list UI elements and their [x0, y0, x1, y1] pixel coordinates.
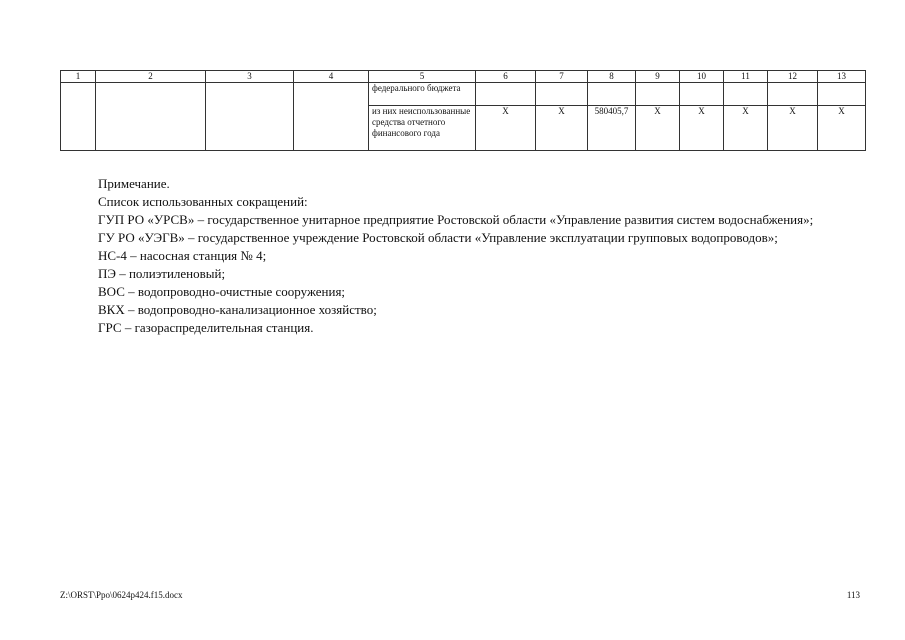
abbreviation-item: ГУ РО «УЭГВ» – государственное учреждение Ростовской области «Управление эксплуатации групповых водопроводов»;	[98, 230, 778, 245]
header-cell: 3	[206, 71, 294, 83]
header-cell: 6	[476, 71, 536, 83]
table-cell: X	[536, 106, 588, 151]
table-cell	[818, 83, 866, 106]
notes-section	[60, 175, 858, 337]
row-description: из них неиспользованные средства отчетного финансового года	[369, 106, 476, 151]
abbreviation-list-title: Список использованных сокращений:	[98, 194, 308, 209]
abbreviation-item: ВОС – водопроводно-очистные сооружения;	[98, 284, 346, 299]
page-number: 113	[846, 590, 860, 600]
table-cell: X	[818, 106, 866, 151]
data-table	[60, 70, 866, 151]
header-cell: 13	[818, 71, 866, 83]
abbreviation-item: ГУП РО «УРСВ» – государственное унитарное предприятие Ростовской области «Управление развития систем водоснабжения»;	[98, 212, 814, 227]
header-cell: 11	[724, 71, 768, 83]
header-cell: 1	[61, 71, 96, 83]
row-description: федерального бюджета	[369, 83, 476, 106]
table-cell	[96, 83, 206, 151]
abbreviation-item: ПЭ – полиэтиленовый;	[98, 266, 226, 281]
note-heading: Примечание.	[98, 176, 170, 191]
header-cell: 7	[536, 71, 588, 83]
header-cell: 4	[294, 71, 369, 83]
table-cell: X	[680, 106, 724, 151]
abbreviation-item: ВКХ – водопроводно-канализационное хозяйство;	[98, 302, 377, 317]
header-cell: 8	[588, 71, 636, 83]
header-cell: 2	[96, 71, 206, 83]
table-cell	[294, 83, 369, 151]
table-row	[61, 83, 866, 106]
table-cell	[536, 83, 588, 106]
table-cell	[476, 83, 536, 106]
table-cell: 580405,7	[588, 106, 636, 151]
table-header-row	[61, 71, 866, 83]
table-cell: X	[476, 106, 536, 151]
table-cell	[588, 83, 636, 106]
table-cell: X	[768, 106, 818, 151]
abbreviation-item: ГРС – газораспределительная станция.	[98, 320, 314, 335]
file-path-footer: Z:\ORST\Ppo\0624p424.f15.docx	[60, 590, 183, 600]
table-cell	[636, 83, 680, 106]
table-cell	[206, 83, 294, 151]
table-cell: X	[724, 106, 768, 151]
table-cell	[61, 83, 96, 151]
header-cell: 12	[768, 71, 818, 83]
header-cell: 9	[636, 71, 680, 83]
table-cell: X	[636, 106, 680, 151]
table-cell	[724, 83, 768, 106]
abbreviation-item: НС-4 – насосная станция № 4;	[98, 248, 267, 263]
header-cell: 10	[680, 71, 724, 83]
header-cell: 5	[369, 71, 476, 83]
table-cell	[680, 83, 724, 106]
table-cell	[768, 83, 818, 106]
